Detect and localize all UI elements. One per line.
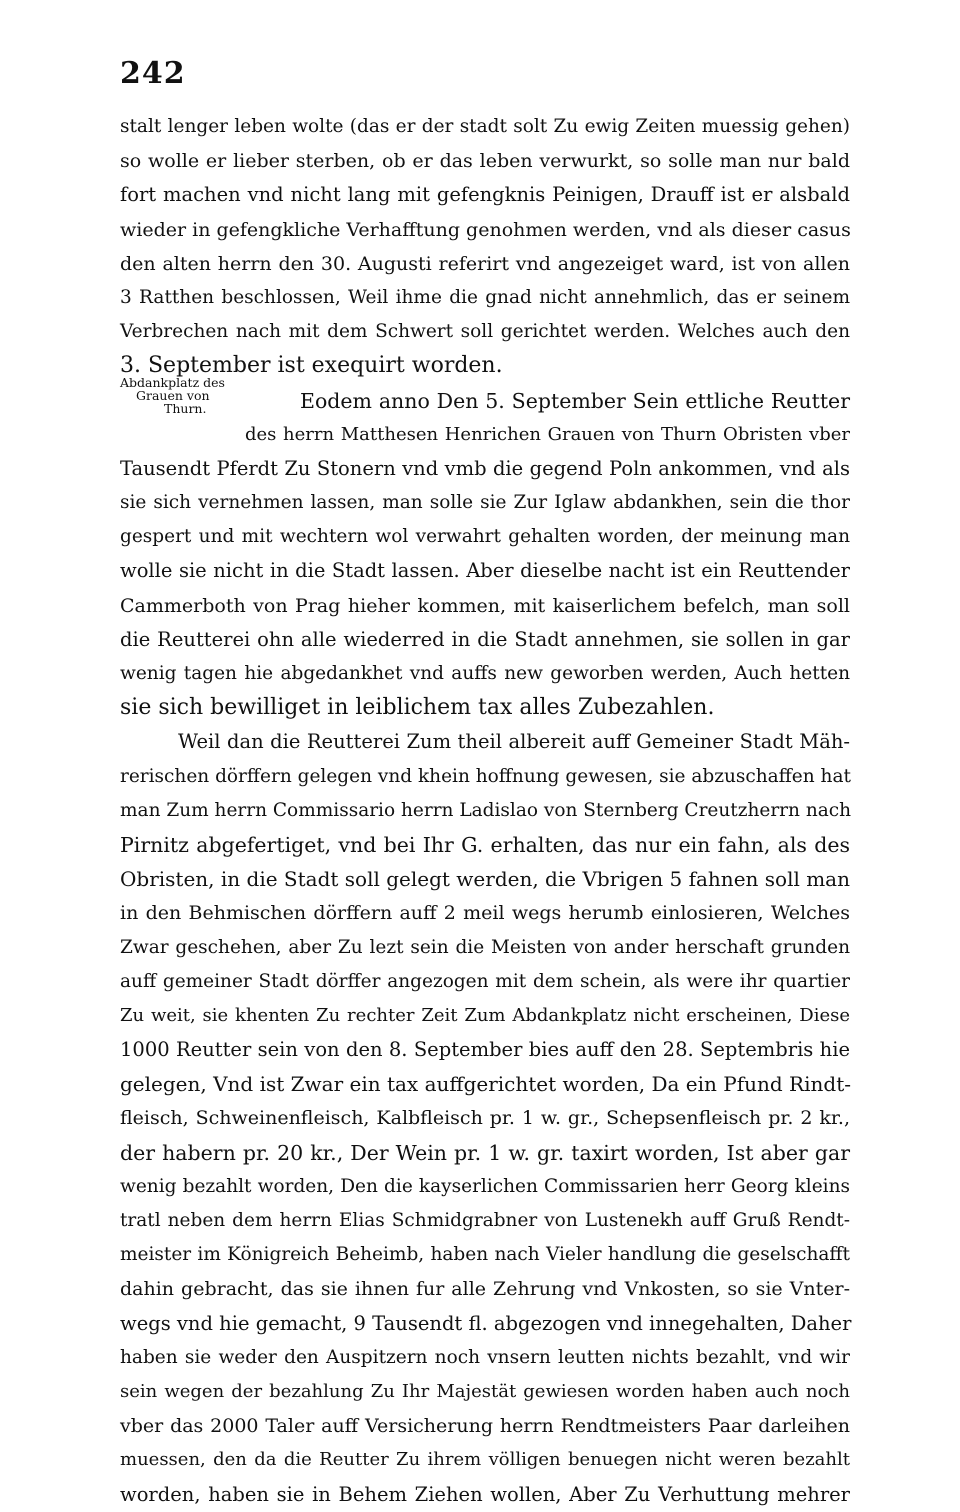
text-line: meister im Königreich Beheimb, haben nach Vieler handlung die geselschafft xyxy=(120,1244,850,1266)
text-line: Eodem anno Den 5. September Sein ettliche Reutter xyxy=(300,388,850,413)
body-text xyxy=(120,110,850,1512)
text-line: wieder in gefengkliche Verhafftung genohmen werden, vnd als dieser casus xyxy=(120,218,851,241)
text-line: Pirnitz abgefertiget, vnd bei Ihr G. erhalten, das nur ein fahn, als des xyxy=(120,832,850,857)
text-line: rerischen dörffern gelegen vnd khein hoffnung gewesen, sie abzuschaffen hat xyxy=(120,765,851,787)
text-line: sie sich bewilliget in leiblichem tax alles Zubezahlen. xyxy=(120,695,715,721)
text-line: dahin gebracht, das sie ihnen fur alle Zehrung vnd Vnkosten, so sie Vnter- xyxy=(120,1278,850,1301)
text-line: sie sich vernehmen lassen, man solle sie Zur Iglaw abdankhen, sein die thor xyxy=(120,492,850,514)
text-line: vber das 2000 Taler auff Versicherung herrn Rendtmeisters Paar darleihen xyxy=(120,1415,850,1438)
text-line: wenig tagen hie abgedankhet vnd auffs new geworben werden, Auch hetten xyxy=(120,663,850,684)
text-line: man Zum herrn Commissario herrn Ladislao von Sternberg Creutzherrn nach xyxy=(120,799,852,821)
text-line: fort machen vnd nicht lang mit gefengknis Peinigen, Drauff ist er alsbald xyxy=(120,183,850,207)
text-line: die Reutterei ohn alle wiederred in die Stadt annehmen, sie sollen in gar xyxy=(120,627,850,651)
text-line: worden, haben sie in Behem Ziehen wollen, Aber Zu Verhuttung mehrer xyxy=(120,1482,850,1506)
text-line: gelegen, Vnd ist Zwar ein tax auffgerichtet worden, Da ein Pfund Rindt- xyxy=(120,1072,851,1097)
text-line: auff gemeiner Stadt dörffer angezogen mit dem schein, als were ihr quartier xyxy=(120,970,850,992)
text-line: den alten herrn den 30. Augusti referirt vnd angezeiget ward, ist von allen xyxy=(120,252,850,275)
text-line: gespert und mit wechtern wol verwahrt gehalten worden, der meinung man xyxy=(120,526,850,548)
text-line: Zwar geschehen, aber Zu lezt sein die Meisten von ander herschaft grunden xyxy=(120,936,850,958)
text-line: wolle sie nicht in die Stadt lassen. Aber dieselbe nacht ist ein Reuttender xyxy=(120,559,850,583)
text-line: 3 Ratthen beschlossen, Weil ihme die gnad nicht annehmlich, das er seinem xyxy=(120,286,850,308)
text-line: des herrn Matthesen Henrichen Grauen von Thurn Obristen vber xyxy=(245,423,850,445)
margin-note-line: Abdankplatz des xyxy=(120,375,225,390)
text-line: fleisch, Schweinenfleisch, Kalbfleisch pr. 1 w. gr., Schepsenfleisch pr. 2 kr., xyxy=(120,1107,850,1130)
margin-note-line: Thurn. xyxy=(164,401,207,416)
text-line: wenig bezahlt worden, Den die kayserlichen Commissarien herr Georg kleins xyxy=(120,1175,850,1197)
text-line: 1000 Reutter sein von den 8. September bies auff den 28. Septembris hie xyxy=(120,1038,850,1062)
text-line: sein wegen der bezahlung Zu Ihr Majestät gewiesen worden haben auch noch xyxy=(120,1380,850,1402)
page-number: 242 xyxy=(120,56,186,91)
text-line: Tausendt Pferdt Zu Stonern vnd vmb die gegend Poln ankommen, vnd als xyxy=(120,456,850,480)
text-line: Verbrechen nach mit dem Schwert soll gerichtet werden. Welches auch den xyxy=(120,321,850,343)
text-line: der habern pr. 20 kr., Der Wein pr. 1 w. gr. taxirt worden, Ist aber gar xyxy=(120,1140,850,1165)
text-line: Weil dan die Reutterei Zum theil albereit auff Gemeiner Stadt Mäh- xyxy=(178,730,850,754)
text-line: Zu weit, sie khenten Zu rechter Zeit Zum Abdankplatz nicht erscheinen, Diese xyxy=(120,1004,850,1026)
text-line: stalt lenger leben wolte (das er der stadt solt Zu ewig Zeiten muessig gehen) xyxy=(120,116,850,137)
text-line: haben sie weder den Auspitzern noch vnsern leutten nichts bezahlt, vnd wir xyxy=(120,1346,850,1368)
text-line: muessen, den da die Reutter Zu ihrem völligen benuegen nicht weren bezahlt xyxy=(120,1449,850,1471)
text-line: in den Behmischen dörffern auff 2 meil wegs herumb einlosieren, Welches xyxy=(120,902,850,925)
text-line: wegs vnd hie gemacht, 9 Tausendt fl. abgezogen vnd innegehalten, Daher xyxy=(120,1311,852,1335)
text-line: tratl neben dem herrn Elias Schmidgrabner von Lustenekh auff Gruß Rendt- xyxy=(120,1210,850,1231)
text-line: Cammerboth von Prag hieher kommen, mit kaiserlichem befelch, man soll xyxy=(120,594,850,617)
text-line: Obristen, in die Stadt soll gelegt werden, die Vbrigen 5 fahnen soll man xyxy=(120,867,850,892)
text-line: 3. September ist exequirt worden. xyxy=(120,353,503,379)
text-line: so wolle er lieber sterben, ob er das leben verwurkt, so solle man nur bald xyxy=(120,150,850,173)
margin-note-line: Grauen von xyxy=(136,388,210,403)
